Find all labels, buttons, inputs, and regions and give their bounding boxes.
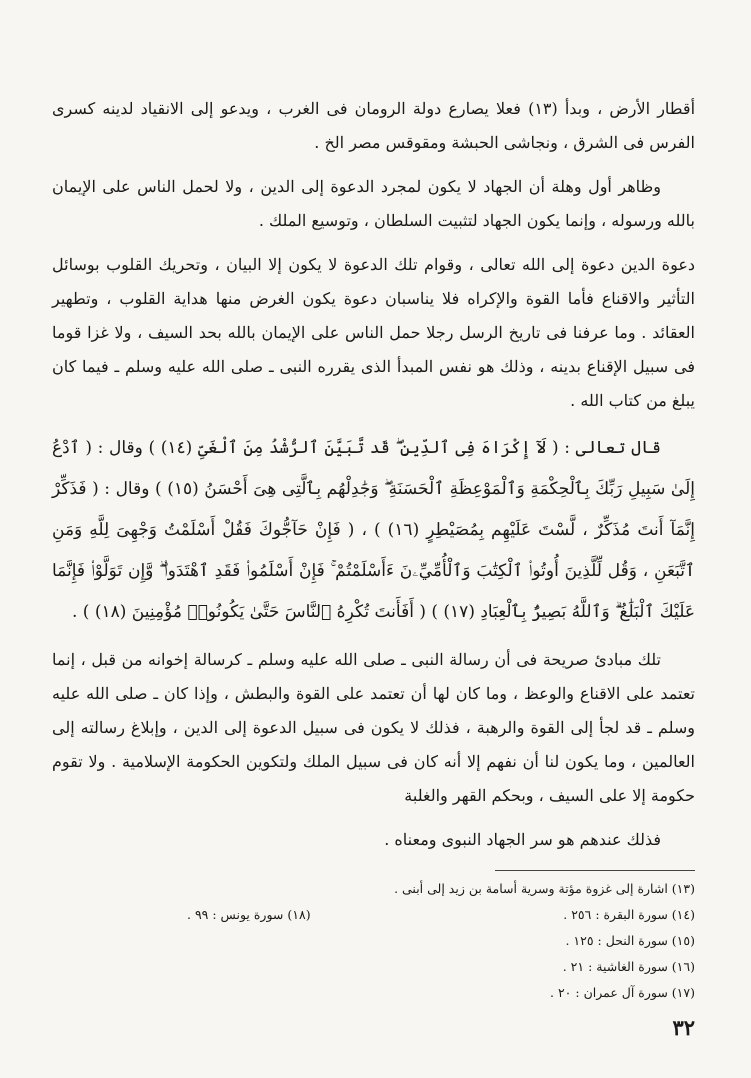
footnote-row xyxy=(52,928,695,954)
footnote-17: (١٧) سورة آل عمران : ٢٠ . xyxy=(550,985,695,1000)
footnote-18: (١٨) سورة يونس : ٩٩ . xyxy=(187,907,311,922)
footnote-15: (١٥) سورة النحل : ١٢٥ . xyxy=(565,933,695,948)
quran-verses: قال تعالى : ( لَآ إِكْرَاهَ فِى ٱلدِّينِ ۖ قَد تَّبَيَّنَ ٱلرُّشْدُ مِنَ ٱلْغَىِّ (١٤) ) وقال : ( ٱدْعُ إِلَىٰ سَبِيلِ رَبِّكَ بِٱلْحِكْمَةِ وَٱلْمَوْعِظَةِ ٱلْحَسَنَةِ ۖ وَجَٰدِلْهُم بِٱلَّتِى هِىَ أَحْسَنُ (١٥) ) وقال : ( فَذَكِّرْ إِنَّمَآ أَنتَ مُذَكِّرٌ ، لَّسْتَ عَلَيْهِم بِمُصَيْطِرٍ (١٦) ) ، ( فَإِنْ حَآجُّوكَ فَقُلْ أَسْلَمْتُ وَجْهِىَ لِلَّهِ وَمَنِ ٱتَّبَعَنِ ، وَقُل لِّلَّذِينَ أُوتُوا۟ ٱلْكِتَٰبَ وَٱلْأُمِّيِّۦنَ ءَأَسْلَمْتُمْ ۚ فَإِنْ أَسْلَمُوا۟ فَقَدِ ٱهْتَدَوا۟ ۖ وَّإِن تَوَلَّوْا۟ فَإِنَّمَا عَلَيْكَ ٱلْبَلَٰغُ ۗ وَٱللَّهُ بَصِيرٌۢ بِٱلْعِبَادِ (١٧) ) ( أَفَأَنتَ تُكْرِهُ ٱلنَّاسَ حَتَّىٰ يَكُونُوا۟ مُؤْمِنِينَ (١٨) ) . xyxy=(52,438,695,622)
footnote-14: (١٤) سورة البقرة : ٢٥٦ . xyxy=(563,907,695,922)
footnote-16: (١٦) سورة الغاشية : ٢١ . xyxy=(562,959,695,974)
footnotes xyxy=(52,876,695,1006)
footnote-row xyxy=(52,954,695,980)
paragraph-1: أقطار الأرض ، وبدأ (١٣) فعلا يصارع دولة الرومان فى الغرب ، ويدعو إلى الانقياد لدينه كسرى الفرس فى الشرق ، ونجاشى الحبشة ومقوقس مصر الخ . xyxy=(52,99,696,152)
main-text xyxy=(52,92,695,867)
paragraph-2: وظاهر أول وهلة أن الجهاد لا يكون لمجرد الدعوة إلى الدين ، ولا لحمل الناس على الإيمان بالله ورسوله ، وإنما يكون الجهاد لتثبيت السلطان ، وتوسيع الملك . xyxy=(52,177,695,230)
footnote-row xyxy=(52,980,695,1006)
paragraph-3: دعوة الدين دعوة إلى الله تعالى ، وقوام تلك الدعوة لا يكون إلا البيان ، وتحريك القلوب بوسائل التأثير والاقناع فأما القوة والإكراه فلا يناسبان دعوة يكون الغرض منها هداية القلوب ، وتطهير العقائد . وما عرفنا فى تاريخ الرسل رجلا حمل الناس على الإيمان بالله بحد السيف ، ولا غزا قوما فى سبيل الإقناع بدينه ، وذلك هو نفس المبدأ الذى يقرره النبى ـ صلى الله عليه وسلم ـ فيما كان يبلغ من كتاب الله . xyxy=(52,255,695,410)
page-number: ٣٢ xyxy=(672,1015,695,1040)
footnote-divider xyxy=(495,870,695,871)
footnote-row xyxy=(52,902,695,928)
footnote-row xyxy=(52,876,695,902)
paragraph-final: فذلك عندهم هو سر الجهاد النبوى ومعناه . xyxy=(384,830,661,849)
paragraph-conclusion: تلك مبادئ صريحة فى أن رسالة النبى ـ صلى الله عليه وسلم ـ كرسالة إخوانه من قبل ، إنما تعتمد على الاقناع والوعظ ، وما كان لها أن تعتمد على القوة والبطش ، وإذا كان ـ صلى الله عليه وسلم ـ قد لجأ إلى القوة والرهبة ، فذلك لا يكون فى سبيل الدعوة إلى الدين ، وإبلاغ رسالته إلى العالمين ، وما يكون لنا أن نفهم إلا أنه كان فى سبيل الملك ولتكوين الحكومة الإسلامية . ولا تقوم حكومة إلا على السيف ، وبحكم القهر والغلبة xyxy=(52,650,695,805)
footnote-13: (١٣) اشارة إلى غزوة مؤتة وسرية أسامة بن زيد إلى أبنى . xyxy=(394,881,695,896)
